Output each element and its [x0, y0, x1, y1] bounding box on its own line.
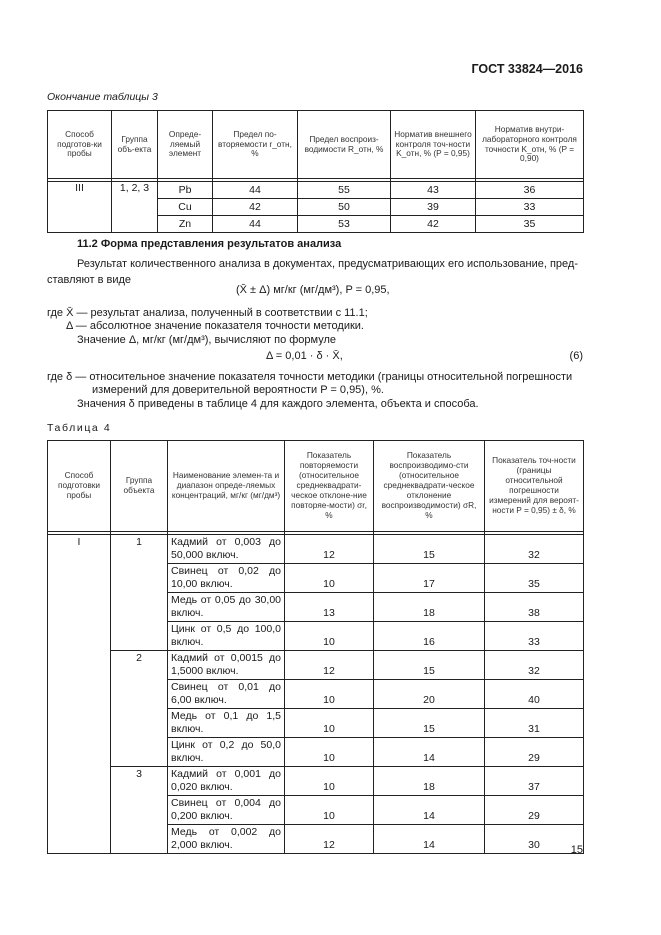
value-cell: 32 — [485, 535, 584, 564]
table3-header-cell: Группа объ-екта — [112, 111, 158, 179]
value-cell: 40 — [485, 680, 584, 709]
value-cell: 15 — [374, 651, 485, 680]
table-3 — [47, 110, 584, 233]
paragraph: ставляют в виде — [47, 274, 132, 286]
element-range-cell: Кадмий от 0,0015 до 1,5000 включ. — [168, 651, 285, 680]
value-cell: 14 — [374, 825, 485, 854]
value-cell: 29 — [485, 796, 584, 825]
value-cell: 30 — [485, 825, 584, 854]
document-header: ГОСТ 33824—2016 — [471, 62, 583, 76]
value-cell: 10 — [285, 680, 374, 709]
value-cell: 55 — [298, 182, 391, 199]
value-cell: 20 — [374, 680, 485, 709]
group-cell: 2 — [111, 651, 168, 767]
value-cell: 18 — [374, 593, 485, 622]
table3-header-cell: Предел по-вторяемости r_отн, % — [213, 111, 298, 179]
value-cell: 39 — [391, 199, 476, 216]
element-range-cell: Свинец от 0,004 до 0,200 включ. — [168, 796, 285, 825]
formula-6: Δ = 0,01 · δ · X̄, — [266, 350, 343, 362]
value-cell: 14 — [374, 738, 485, 767]
element-cell: Cu — [158, 199, 213, 216]
paragraph: Δ — абсолютное значение показателя точности методики. — [66, 320, 364, 332]
table-row — [48, 182, 584, 199]
value-cell: 33 — [485, 622, 584, 651]
value-cell: 12 — [285, 651, 374, 680]
table4-header-cell: Показатель повторяемости (относительное среднеквадрати-ческое отклоне-ние повторяе-мости) σr, % — [285, 441, 374, 532]
value-cell: 12 — [285, 825, 374, 854]
value-cell: 10 — [285, 767, 374, 796]
value-cell: 15 — [374, 709, 485, 738]
table3-header-cell: Опреде-ляемый элемент — [158, 111, 213, 179]
value-cell: 10 — [285, 564, 374, 593]
page-number: 15 — [570, 844, 583, 856]
value-cell: 44 — [213, 182, 298, 199]
element-range-cell: Медь от 0,002 до 2,000 включ. — [168, 825, 285, 854]
value-cell: 31 — [485, 709, 584, 738]
value-cell: 10 — [285, 738, 374, 767]
table4-header-cell: Способ подготовки пробы — [48, 441, 111, 532]
value-cell: 10 — [285, 796, 374, 825]
value-cell: 37 — [485, 767, 584, 796]
table-row — [48, 651, 584, 680]
value-cell: 35 — [476, 216, 584, 233]
element-range-cell: Свинец от 0,02 до 10,00 включ. — [168, 564, 285, 593]
value-cell: 32 — [485, 651, 584, 680]
value-cell: 42 — [213, 199, 298, 216]
element-range-cell: Кадмий от 0,003 до 50,000 включ. — [168, 535, 285, 564]
group-cell: 1 — [111, 535, 168, 651]
table-row — [48, 767, 584, 796]
paragraph: где X̄ — результат анализа, полученный в соответствии с 11.1; — [47, 307, 368, 319]
table3-header-cell: Способ подготов-ки пробы — [48, 111, 112, 179]
table3-header-cell: Норматив внешнего контроля точ-ности K_отн, % (P = 0,95) — [391, 111, 476, 179]
table4-header-cell: Показатель точ-ности (границы относительной погрешности измерений для вероят-ности P = 0,95) ± δ, % — [485, 441, 584, 532]
value-cell: 12 — [285, 535, 374, 564]
element-range-cell: Медь от 0,1 до 1,5 включ. — [168, 709, 285, 738]
table4-header-cell: Показатель воспроизводимо-сти (относительное среднеквадрати-ческое отклонение воспроизводимости) σR, % — [374, 441, 485, 532]
table3-continuation: Окончание таблицы 3 — [47, 91, 158, 103]
paragraph: Значения δ приведены в таблице 4 для каждого элемента, объекта и способа. — [77, 398, 479, 410]
group-cell: 1, 2, 3 — [112, 182, 158, 233]
element-range-cell: Цинк от 0,5 до 100,0 включ. — [168, 622, 285, 651]
paragraph: Значение Δ, мг/кг (мг/дм³), вычисляют по формуле — [77, 334, 337, 346]
table4-header-cell: Группа объекта — [111, 441, 168, 532]
paragraph: Результат количественного анализа в документах, предусматривающих его использование, пред- — [77, 258, 578, 270]
group-cell: 3 — [111, 767, 168, 854]
value-cell: 44 — [213, 216, 298, 233]
value-cell: 33 — [476, 199, 584, 216]
element-cell: Zn — [158, 216, 213, 233]
table3-header-cell: Предел воспроиз-водимости R_отн, % — [298, 111, 391, 179]
value-cell: 16 — [374, 622, 485, 651]
value-cell: 17 — [374, 564, 485, 593]
value-cell: 29 — [485, 738, 584, 767]
table4-caption: Таблица 4 — [47, 422, 112, 434]
formula-result: (X̄ ± Δ) мг/кг (мг/дм³), P = 0,95, — [236, 284, 390, 296]
value-cell: 10 — [285, 622, 374, 651]
formula-number: (6) — [569, 350, 583, 362]
table3-header-cell: Норматив внутри-лабораторного контроля точности K_отн, % (P = 0,90) — [476, 111, 584, 179]
table3-header-row — [48, 111, 584, 179]
method-cell: I — [48, 535, 111, 854]
element-range-cell: Медь от 0,05 до 30,00 включ. — [168, 593, 285, 622]
value-cell: 14 — [374, 796, 485, 825]
paragraph: измерений для доверительной вероятности P = 0,95), %. — [92, 384, 384, 396]
table4-header-row — [48, 441, 584, 532]
value-cell: 10 — [285, 709, 374, 738]
value-cell: 36 — [476, 182, 584, 199]
element-range-cell: Кадмий от 0,001 до 0,020 включ. — [168, 767, 285, 796]
element-range-cell: Цинк от 0,2 до 50,0 включ. — [168, 738, 285, 767]
section-title: 11.2 Форма представления результатов анализа — [77, 238, 342, 250]
element-range-cell: Свинец от 0,01 до 6,00 включ. — [168, 680, 285, 709]
value-cell: 43 — [391, 182, 476, 199]
value-cell: 13 — [285, 593, 374, 622]
table4-header-cell: Наименование элемен-та и диапазон опреде-ляемых концентраций, мг/кг (мг/дм³) — [168, 441, 285, 532]
table-4 — [47, 440, 584, 854]
value-cell: 42 — [391, 216, 476, 233]
table-row — [48, 535, 584, 564]
paragraph: где δ — относительное значение показателя точности методики (границы относительной погрешности — [47, 371, 573, 383]
value-cell: 35 — [485, 564, 584, 593]
value-cell: 15 — [374, 535, 485, 564]
value-cell: 38 — [485, 593, 584, 622]
value-cell: 53 — [298, 216, 391, 233]
value-cell: 50 — [298, 199, 391, 216]
method-cell: III — [48, 182, 112, 233]
element-cell: Pb — [158, 182, 213, 199]
value-cell: 18 — [374, 767, 485, 796]
